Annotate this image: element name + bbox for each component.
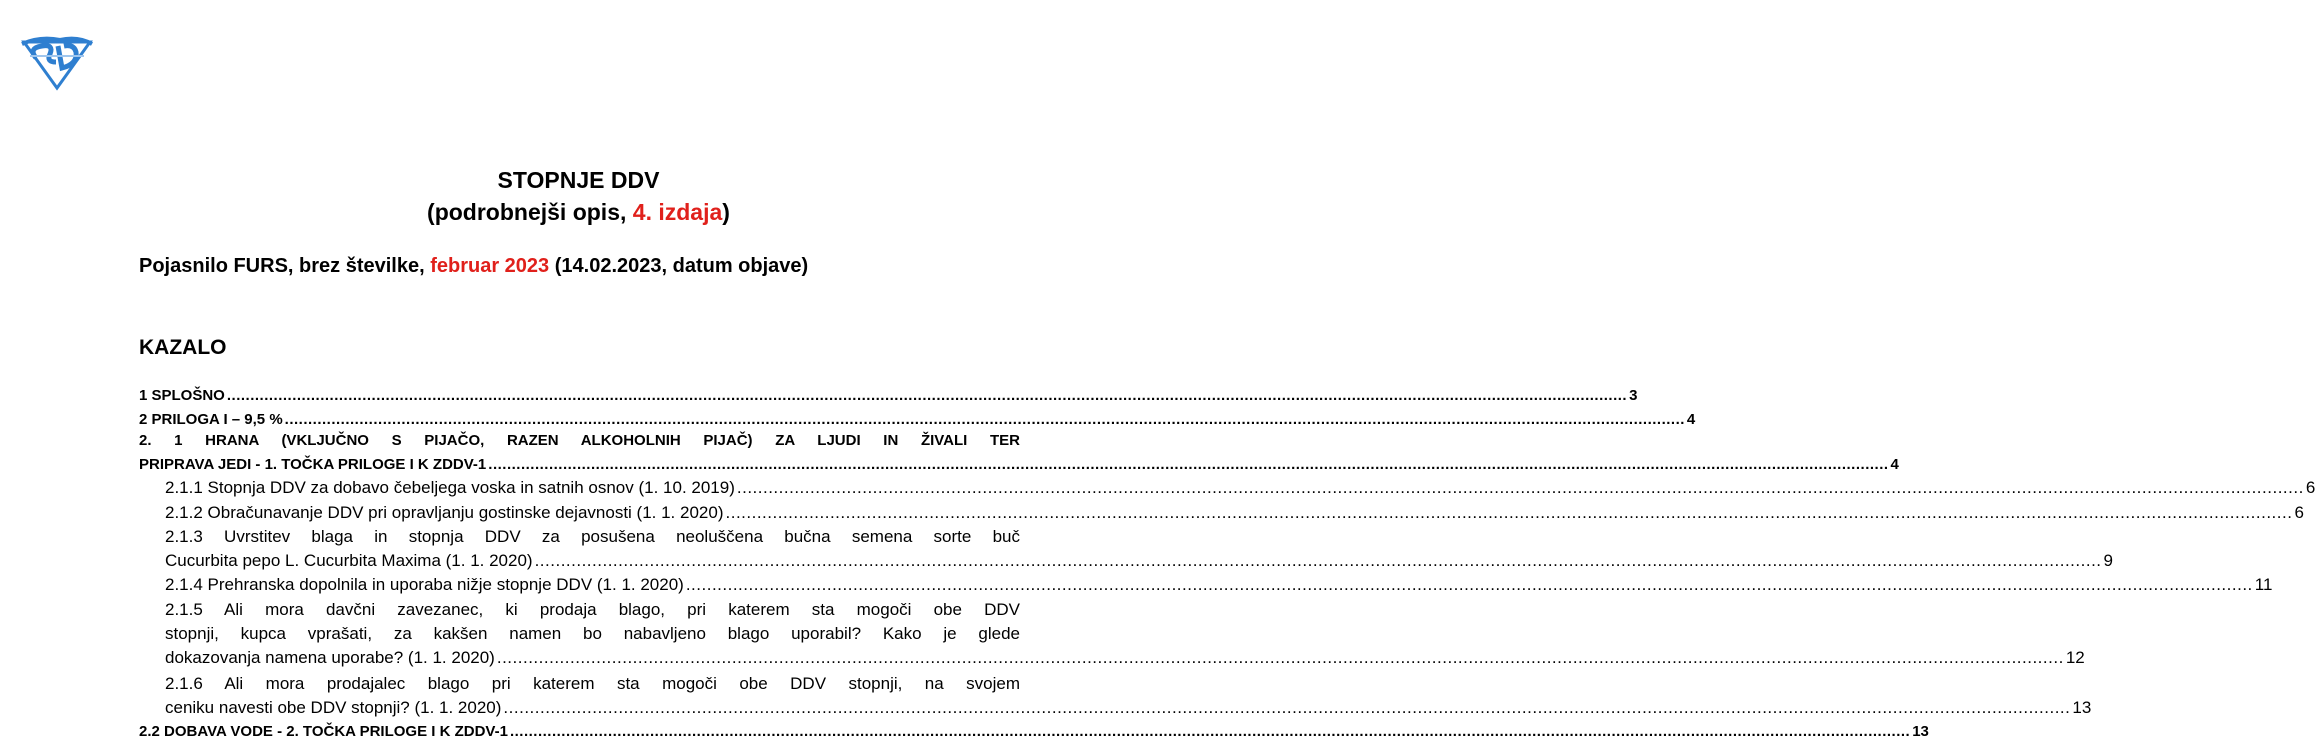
toc-entry-page: 4 — [1890, 456, 1899, 473]
toc-entry-5[interactable] — [165, 501, 2304, 525]
toc-entry-8[interactable] — [165, 598, 2085, 670]
toc-entry-9[interactable] — [165, 672, 2092, 720]
edition-prefix: (podrobnejši opis, — [427, 199, 633, 225]
edition-suffix: ) — [722, 199, 730, 225]
toc-entry-page: 11 — [2254, 575, 2273, 594]
document-edition-line — [0, 199, 1157, 226]
subtitle-suffix: (14.02.2023, datum objave) — [549, 255, 809, 277]
toc-entry-4[interactable] — [165, 476, 2315, 500]
toc-entry-6[interactable] — [165, 525, 2113, 573]
toc-leader-dots: ............................................................................................................................................................................................................................................................................................................ — [534, 551, 2102, 570]
toc-entry-label-line: ceniku navesti obe DDV stopnji? (1. 1. 2020) — [165, 698, 502, 717]
toc-leader-dots: ............................................................................................................................................................................................................................................................................................................ — [736, 478, 2304, 497]
toc-entry-label: 2.1.1 Stopnja DDV za dobavo čebeljega voska in satnih osnov (1. 10. 2019) — [165, 478, 735, 497]
toc-entry-page: 3 — [1629, 387, 1638, 404]
edition-highlight: 4. izdaja — [632, 199, 723, 225]
toc-leader-dots: ............................................................................................................................................................................................................................................................................................................ — [685, 575, 2253, 594]
toc-leader-dots: ............................................................................................................................................................................................................................................................................................................ — [284, 411, 1685, 428]
toc-entry-page: 12 — [2065, 648, 2085, 667]
toc-entry-label-line: PRIPRAVA JEDI - 1. TOČKA PRILOGE I K ZDDV-1 — [139, 456, 487, 473]
subtitle-date-highlight: februar 2023 — [430, 255, 550, 277]
toc-leader-dots: ............................................................................................................................................................................................................................................................................................................ — [226, 387, 1628, 404]
toc-leader-dots: ............................................................................................................................................................................................................................................................................................................ — [488, 456, 1889, 473]
toc-entry-label: 2.2 DOBAVA VODE - 2. TOČKA PRILOGE I K ZDDV-1 — [139, 723, 508, 740]
toc-entry-label-line: 2.1.6 Ali mora prodajalec blago pri katerem sta mogoči obe DDV stopnji, na svojem — [165, 674, 1020, 693]
toc-entry-label-line: 2.1.3 Uvrstitev blaga in stopnja DDV za posušena neoluščena bučna semena sorte buč — [165, 527, 1020, 546]
toc-entry-label-line: stopnji, kupca vprašati, za kakšen namen bo nabavljeno blago uporabil? Kako je glede — [165, 624, 1020, 643]
sd-shield-logo-icon — [20, 34, 94, 90]
toc-leader-dots: ............................................................................................................................................................................................................................................................................................................ — [496, 648, 2064, 667]
toc-entry-7[interactable] — [165, 573, 2273, 597]
toc-entry-10[interactable] — [139, 720, 1929, 744]
toc-entry-page: 6 — [2305, 478, 2315, 497]
toc-entry-label: 2.1.2 Obračunavanje DDV pri opravljanju gostinske dejavnosti (1. 1. 2020) — [165, 503, 724, 522]
toc-entry-page: 13 — [2072, 698, 2092, 717]
toc-entry-label: 2.1.4 Prehranska dopolnila in uporaba nižje stopnje DDV (1. 1. 2020) — [165, 575, 684, 594]
toc-entry-page: 9 — [2103, 551, 2113, 570]
toc-leader-dots: ............................................................................................................................................................................................................................................................................................................ — [725, 503, 2293, 522]
toc-entry-page: 4 — [1686, 411, 1696, 428]
toc-entry-page: 6 — [2294, 503, 2304, 522]
toc-entry-label-line: 2.1.5 Ali mora davčni zavezanec, ki prodaja blago, pri katerem sta mogoči obe DDV — [165, 600, 1020, 619]
toc-entry-page: 13 — [1912, 723, 1929, 740]
toc-leader-dots: ............................................................................................................................................................................................................................................................................................................ — [509, 723, 1911, 740]
toc-entry-label-line: 2. 1 HRANA (VKLJUČNO S PIJAČO, RAZEN ALKOHOLNIH PIJAČ) ZA LJUDI IN ŽIVALI TER — [139, 432, 1020, 449]
toc-entry-1[interactable] — [139, 384, 1638, 408]
toc-leader-dots: ............................................................................................................................................................................................................................................................................................................ — [503, 698, 2071, 717]
document-subtitle — [139, 255, 808, 278]
toc-entry-label-line: dokazovanja namena uporabe? (1. 1. 2020) — [165, 648, 495, 667]
subtitle-prefix: Pojasnilo FURS, brez številke, — [139, 255, 431, 277]
toc-entry-label-line: Cucurbita pepo L. Cucurbita Maxima (1. 1. 2020) — [165, 551, 533, 570]
toc-entry-label: 1 SPLOŠNO — [139, 387, 225, 404]
toc-entry-3[interactable] — [139, 429, 1899, 477]
toc-entry-label: 2 PRILOGA I – 9,5 % — [139, 411, 283, 428]
document-title: STOPNJE DDV — [497, 167, 660, 193]
toc-heading: KAZALO — [139, 336, 227, 359]
